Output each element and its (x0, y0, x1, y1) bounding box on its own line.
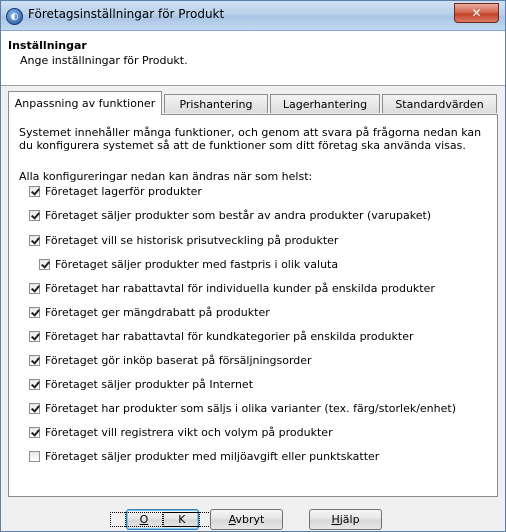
always-changeable-text: Alla konfigureringar nedan kan ändras när som helst: (19, 170, 313, 183)
checkbox[interactable] (29, 451, 40, 462)
option-row[interactable] (29, 401, 456, 415)
tab-lagerhantering[interactable] (270, 94, 380, 113)
option-row[interactable] (29, 281, 435, 295)
checkbox[interactable] (29, 379, 40, 390)
help-label: Hjälp (331, 513, 360, 526)
option-label: Företaget har rabattavtal för kundkategorier på enskilda produkter (45, 329, 414, 343)
checkbox[interactable] (29, 331, 40, 342)
option-label: Företaget säljer produkter på Internet (45, 377, 254, 391)
tab-label: Lagerhantering (282, 97, 368, 111)
tab-label: Anpassning av funktioner (14, 97, 156, 110)
option-label: Företaget ger mängdrabatt på produkter (45, 305, 270, 319)
tab-label: Standardvärden (395, 97, 484, 111)
option-label: Företaget säljer produkter som består av andra produkter (varupaket) (45, 208, 432, 222)
option-label: Företaget gör inköp baserat på försäljningsorder (45, 353, 312, 367)
option-label: Företaget säljer produkter med miljöavgift eller punktskatter (45, 449, 380, 463)
ok-label: O K (110, 512, 216, 527)
option-label: Företaget vill se historisk prisutveckling på produkter (45, 233, 339, 247)
close-button[interactable] (454, 3, 499, 23)
close-icon: ✕ (471, 6, 482, 20)
tab-panel (8, 114, 498, 497)
checkbox[interactable] (29, 186, 40, 197)
option-row[interactable] (29, 377, 253, 391)
checkbox[interactable] (29, 307, 40, 318)
option-row[interactable] (29, 233, 338, 247)
description-text: Systemet innehåller många funktioner, och genom att svara på frågorna nedan kan du konfigurera systemet så att de funktioner som ditt företag ska använda visas. (19, 126, 482, 152)
option-label: Företaget har produkter som säljs i olika varianter (tex. färg/storlek/enhet) (45, 401, 457, 415)
checkbox[interactable] (29, 283, 40, 294)
option-label: Företaget vill registrera vikt och volym på produkter (45, 425, 333, 439)
option-row[interactable] (29, 449, 379, 463)
option-label: Företaget lagerför produkter (45, 184, 202, 198)
checkbox[interactable] (29, 403, 40, 414)
header-subtitle: Ange inställningar för Produkt. (20, 54, 188, 67)
option-row[interactable] (29, 425, 333, 439)
cancel-label: Avbryt (228, 513, 265, 526)
window-title: Företagsinställningar för Produkt (28, 7, 225, 21)
ok-button[interactable] (126, 509, 199, 530)
option-row[interactable] (29, 329, 414, 343)
checkbox[interactable] (29, 210, 40, 221)
tab-prishantering[interactable] (164, 94, 268, 113)
cancel-button[interactable] (210, 509, 283, 530)
option-label: Företaget säljer produkter med fastpris i olik valuta (55, 257, 339, 271)
checkbox[interactable] (39, 259, 50, 270)
tab-label: Prishantering (179, 97, 253, 111)
app-logo-icon: ◐ (6, 8, 23, 25)
checkbox[interactable] (29, 355, 40, 366)
title-bar[interactable] (1, 1, 505, 31)
checkbox[interactable] (29, 235, 40, 246)
option-label: Företaget har rabattavtal för individuella kunder på enskilda produkter (45, 281, 435, 295)
option-row[interactable] (29, 305, 270, 319)
tab-standardvarden[interactable] (382, 94, 497, 113)
checkbox[interactable] (29, 427, 40, 438)
help-button[interactable] (309, 509, 382, 530)
option-row[interactable] (29, 184, 202, 198)
settings-header (1, 31, 505, 86)
tab-anpassning[interactable] (8, 91, 162, 115)
tab-strip (8, 93, 498, 115)
header-title: Inställningar (8, 39, 87, 52)
option-row[interactable] (29, 208, 431, 222)
option-row[interactable] (39, 257, 338, 271)
option-row[interactable] (29, 353, 312, 367)
